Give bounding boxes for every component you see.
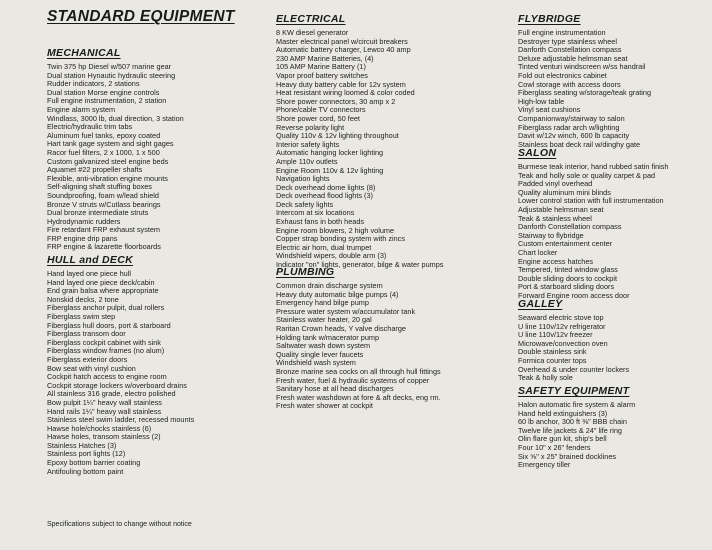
item-list — [47, 63, 184, 252]
electrical-section — [276, 13, 443, 270]
list-item: Hart tank gage system and sight gages — [47, 139, 174, 149]
list-item: Twin 375 hp Diesel w/507 marine gear — [47, 62, 172, 71]
list-item: 8 KW diesel generator — [276, 28, 349, 37]
mechanical-section — [47, 47, 184, 252]
list-item: Hand layed one piece hull — [47, 269, 131, 278]
plumbing-section — [276, 266, 441, 411]
list-item: Epoxy bottom barrier coating — [47, 458, 141, 468]
list-item: Electric air horn, dual trumpet — [276, 242, 372, 252]
item-list — [518, 29, 651, 149]
list-item: Electric/hydraulic trim tabs — [47, 122, 133, 132]
list-item: Adjustable helmsman seat — [518, 204, 604, 214]
list-item: Deck safety lights — [276, 199, 334, 209]
list-item: Stainless water heater, 20 gal — [276, 315, 372, 325]
list-item: U line 110v/12v freezer — [518, 330, 593, 340]
list-item: Fresh water, fuel & hydraulic systems of copper — [276, 375, 430, 385]
list-item: Danforth Constellation compass — [518, 222, 622, 232]
list-item: Danforth Constellation compass — [518, 45, 622, 55]
list-item: Fresh water washdown at fore & aft decks, eng rm. — [276, 392, 441, 402]
list-item: Automatic battery charger, Lewco 40 amp — [276, 45, 411, 55]
list-item: Double sliding doors to cockpit — [518, 273, 617, 283]
list-item: Shore power cord, 50 feet — [276, 113, 360, 123]
list-item: Olin flare gun kit, ship's bell — [518, 434, 607, 444]
list-item: Bronze marine sea cocks on all through hull fittings — [276, 366, 441, 376]
list-item: Quality 110v & 12v lighting throughout — [276, 131, 399, 141]
list-item: Full engine instrumentation, 2 station — [47, 96, 167, 106]
list-item: Halon automatic fire system & alarm — [518, 400, 636, 409]
list-item: Raritan Crown heads, Y valve discharge — [276, 323, 406, 333]
list-item: Quality single lever faucets — [276, 349, 364, 359]
list-item: Rudder indicators, 2 stations — [47, 79, 140, 89]
list-item: Deck overhead flood lights (3) — [276, 191, 373, 201]
list-item: Quality aluminum mini blinds — [518, 187, 611, 197]
list-item: Burmese teak interior, hand rubbed satin finish — [518, 162, 669, 171]
list-item: Intercom at six locations — [276, 208, 355, 218]
list-item: Stainless Hatches (3) — [47, 440, 117, 450]
list-item: Custom galvanized steel engine beds — [47, 156, 169, 166]
list-item: Fiberglass swim step — [47, 311, 116, 321]
list-item: Stainless port lights (12) — [47, 449, 126, 459]
list-item: Soundproofing, foam w/lead shield — [47, 190, 159, 200]
list-item: 230 AMP Marine Batteries, (4) — [276, 53, 374, 63]
list-item: Saltwater wash down system — [276, 341, 371, 351]
list-item: FRP engine & lazarette floorboards — [47, 242, 161, 252]
list-item: Full engine instrumentation — [518, 28, 606, 37]
list-item: Dual bronze intermediate struts — [47, 208, 149, 218]
list-item: Hawse holes, transom stainless (2) — [47, 432, 161, 442]
section-heading: GALLEY — [518, 298, 563, 310]
list-item: Navigation lights — [276, 174, 330, 184]
list-item: Teak & holly sole — [518, 373, 573, 383]
list-item: Port & starboard sliding doors — [518, 282, 615, 292]
list-item: Phone/cable TV connectors — [276, 105, 366, 115]
list-item: Cowl storage with access doors — [518, 79, 621, 89]
list-item: Engine room blowers, 2 high volume — [276, 225, 395, 235]
list-item: FRP engine drip pans — [47, 233, 118, 243]
list-item: Destroyer type stainless wheel — [518, 36, 617, 46]
list-item: Companionway/stairway to salon — [518, 113, 625, 123]
list-item: Six ⅝" x 25" brained docklines — [518, 451, 617, 461]
list-item: Tempered, tinted window glass — [518, 265, 618, 275]
list-item: Overhead & under counter lockers — [518, 364, 630, 374]
list-item: Dual station Morse engine controls — [47, 87, 160, 97]
list-item: Davit w/12v winch, 600 lb capacity — [518, 131, 630, 141]
list-item: Dual station Hynautic hydraulic steering — [47, 70, 176, 80]
list-item: Engine alarm system — [47, 104, 116, 114]
list-item: 105 AMP Marine Battery (1) — [276, 62, 366, 72]
list-item: Indicator "on" lights, generator, bilge & water pumps — [276, 260, 444, 270]
list-item: Stainless boat deck rail w/dinghy gate — [518, 139, 641, 149]
list-item: Engine access hatches — [518, 256, 594, 266]
section-heading: PLUMBING — [276, 266, 335, 278]
list-item: Common drain discharge system — [276, 281, 383, 290]
list-item: Chart locker — [518, 247, 558, 257]
list-item: Fiberglass exterior doors — [47, 354, 128, 364]
salon-section — [518, 147, 668, 301]
list-item: 60 lb anchor, 300 ft ⅜" BBB chain — [518, 417, 627, 427]
list-item: Cockpit storage lockers w/overboard drains — [47, 380, 187, 390]
list-item: Nonskid decks, 2 tone — [47, 294, 119, 304]
list-item: Hand held extinguishers (3) — [518, 408, 608, 418]
list-item: Fiberglass hull doors, port & starboard — [47, 320, 171, 330]
list-item: Hand layed one piece deck/cabin — [47, 277, 155, 287]
safety-equipment-section — [518, 385, 635, 470]
item-list — [518, 163, 668, 301]
list-item: Automatic hanging locker lighting — [276, 148, 384, 158]
list-item: Vapor proof battery switches — [276, 70, 368, 80]
item-list — [518, 401, 635, 470]
list-item: Copper strap bonding system with zincs — [276, 234, 405, 244]
list-item: Microwave/convection oven — [518, 338, 608, 348]
list-item: Master electrical panel w/circuit breakers — [276, 36, 408, 46]
list-item: Stairway to flybridge — [518, 230, 584, 240]
list-item: Fiberglass radar arch w/lighting — [518, 122, 620, 132]
list-item: Fresh water shower at cockpit — [276, 401, 373, 411]
section-heading: MECHANICAL — [47, 47, 121, 59]
list-item: U line 110v/12v refrigerator — [518, 321, 606, 331]
list-item: Lower control station with full instrumentation — [518, 196, 664, 206]
list-item: Fiberglass window frames (no alum) — [47, 346, 165, 356]
list-item: Flexible, anti-vibration engine mounts — [47, 173, 168, 183]
section-heading: SAFETY EQUIPMENT — [518, 385, 630, 397]
list-item: Interior safety lights — [276, 139, 340, 149]
list-item: Fiberglass transom door — [47, 329, 126, 339]
footer-note: Specifications subject to change without notice — [47, 521, 192, 528]
list-item: Double stainless sink — [518, 347, 587, 357]
section-heading: ELECTRICAL — [276, 13, 346, 25]
list-item: Self-aligning shaft stuffing boxes — [47, 182, 152, 192]
list-item: Windlass, 3000 lb, dual direction, 3 station — [47, 113, 184, 123]
list-item: Custom entertainment center — [518, 239, 613, 249]
list-item: Emergency hand bilge pump — [276, 298, 369, 308]
list-item: Ample 110v outlets — [276, 156, 338, 166]
list-item: Bow pulpit 1¼" heavy wall stainless — [47, 397, 162, 407]
list-item: Bow seat with vinyl cushion — [47, 363, 136, 373]
list-item: Windshield wash system — [276, 358, 356, 368]
flybridge-section — [518, 13, 651, 149]
list-item: Heat resistant wiring loomed & color coded — [276, 88, 415, 98]
list-item: Hydrodynamic rudders — [47, 216, 121, 226]
list-item: Twelve life jackets & 24" life ring — [518, 425, 622, 435]
list-item: Exhaust fans in both heads — [276, 217, 365, 227]
list-item: Deck overhead dome lights (8) — [276, 182, 376, 192]
list-item: Fire retardant FRP exhaust system — [47, 225, 161, 235]
section-heading: FLYBRIDGE — [518, 13, 581, 25]
list-item: Vinyl seat cushions — [518, 105, 581, 115]
list-item: Bronze V struts w/Cutlass bearings — [47, 199, 161, 209]
list-item: Hand rails 1¼" heavy wall stainless — [47, 406, 162, 416]
list-item: Teak & stainless wheel — [518, 213, 592, 223]
list-item: High-low table — [518, 96, 565, 106]
list-item: Reverse polarity light — [276, 122, 345, 132]
list-item: Antifouling bottom paint — [47, 466, 124, 476]
list-item: Tinted venturi windscreen w/ss handrail — [518, 62, 646, 72]
section-heading: HULL and DECK — [47, 254, 133, 266]
list-item: Engine Room 110v & 12v lighting — [276, 165, 384, 175]
section-heading: SALON — [518, 147, 557, 159]
list-item: Holding tank w/macerator pump — [276, 332, 380, 342]
hull-deck-section — [47, 254, 194, 476]
list-item: Windshield wipers, double arm (3) — [276, 251, 387, 261]
list-item: Forward Engine room access door — [518, 290, 630, 300]
list-item: End grain balsa where appropriate — [47, 286, 159, 296]
list-item: Hawse hole/chocks stainless (6) — [47, 423, 152, 433]
list-item: Fold out electronics cabinet — [518, 70, 607, 80]
list-item: Fiberglass anchor pulpit, dual rollers — [47, 303, 165, 313]
list-item: Cockpit hatch access to engine room — [47, 372, 167, 382]
list-item: Deluxe adjustable helmsman seat — [518, 53, 628, 63]
list-item: Emergency tiller — [518, 460, 571, 470]
galley-section — [518, 298, 629, 383]
list-item: Aquamet #22 propeller shafts — [47, 165, 143, 175]
list-item: Racor fuel filters, 2 x 1000, 1 x 500 — [47, 147, 160, 157]
item-list — [276, 29, 443, 270]
list-item: Heavy duty battery cable for 12v system — [276, 79, 406, 89]
item-list — [518, 314, 629, 383]
list-item: Fiberglass cockpit cabinet with sink — [47, 337, 161, 347]
list-item: Sanitary hose at all head discharges — [276, 384, 394, 394]
item-list — [47, 270, 194, 476]
list-item: Padded vinyl overhead — [518, 179, 593, 189]
list-item: Shore power connectors, 30 amp x 2 — [276, 96, 396, 106]
list-item: Four 10" x 26" fenders — [518, 442, 591, 452]
list-item: Pressure water system w/accumulator tank — [276, 306, 416, 316]
list-item: All stainless 316 grade, electro polished — [47, 389, 176, 399]
list-item: Heavy duty automatic bilge pumps (4) — [276, 289, 399, 299]
list-item: Aluminum fuel tanks, epoxy coated — [47, 130, 161, 140]
list-item: Fiberglass seating w/storage/teak grating — [518, 88, 652, 98]
list-item: Seaward electric stove top — [518, 313, 604, 322]
page-title: STANDARD EQUIPMENT — [47, 8, 235, 25]
list-item: Teak and holly sole or quality carpet & pad — [518, 170, 656, 180]
list-item: Formica counter tops — [518, 355, 587, 365]
list-item: Stainless steel swim ladder, recessed mounts — [47, 415, 195, 425]
item-list — [276, 282, 441, 411]
